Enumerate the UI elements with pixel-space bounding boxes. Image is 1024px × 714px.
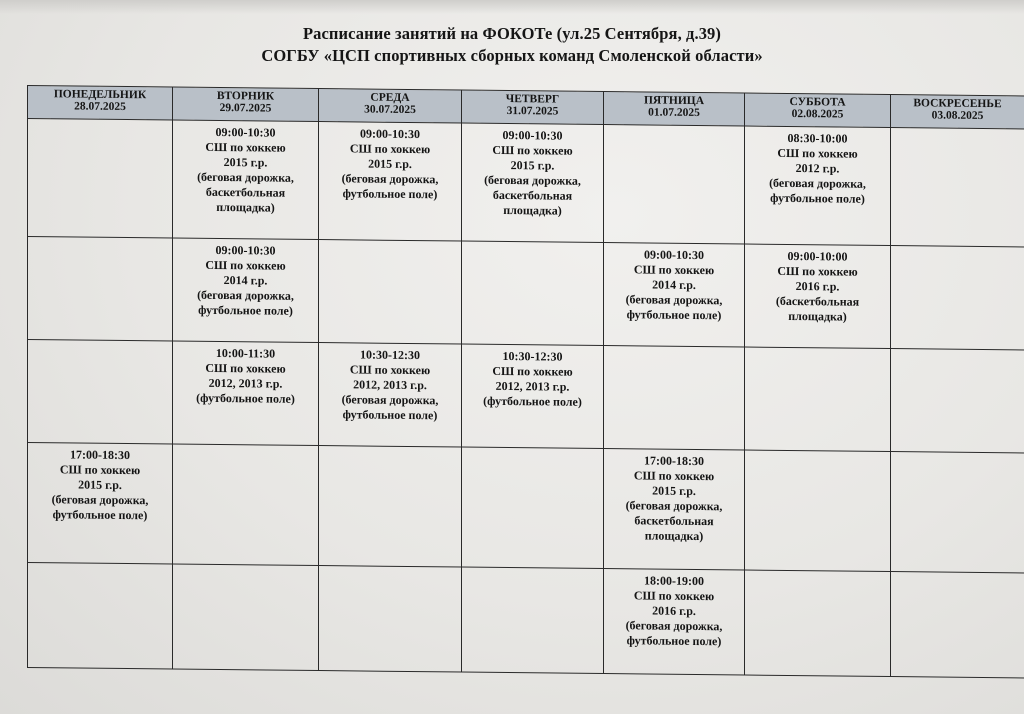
session-detail: футбольное поле) [342,407,438,423]
session-time: 09:00-10:30 [215,124,276,140]
session-detail: 2016 г.р. [652,603,696,619]
session-detail: футбольное поле) [342,186,438,202]
day-date: 29.07.2025 [219,102,272,115]
session-time: 17:00-18:30 [644,453,704,469]
session-detail: (футбольное поле) [196,390,295,406]
empty-cell [173,444,319,566]
day-name: СРЕДА [370,91,410,105]
empty-cell [319,240,462,344]
session-detail: 2014 г.р. [652,277,696,293]
session-detail: СШ по хоккею [492,142,573,158]
empty-cell [891,128,1024,247]
session-cell [745,244,891,349]
empty-cell [28,119,173,239]
session-detail: футбольное поле) [626,307,722,323]
session-detail: 2014 г.р. [223,273,268,288]
empty-cell [891,349,1024,453]
empty-cell [28,340,173,445]
empty-cell [28,237,173,342]
session-detail: футбольное поле) [52,507,148,523]
session-time: 09:00-10:30 [644,247,704,263]
empty-cell [173,564,319,671]
schedule-row [28,563,1024,678]
day-header [28,86,173,121]
session-detail: СШ по хоккею [349,362,431,378]
day-date: 01.07.2025 [648,106,700,120]
session-detail: (футбольное поле) [483,393,582,409]
session-detail: баскетбольная [205,184,286,200]
session-detail: СШ по хоккею [777,145,858,161]
empty-cell [462,241,604,345]
session-cell [604,569,745,675]
day-name: СУББОТА [789,95,846,109]
day-header [891,95,1024,129]
day-header [604,92,745,126]
schedule-row [28,237,1024,350]
session-cell [173,238,319,343]
session-time: 18:00-19:00 [644,573,704,589]
session-cell [173,341,319,446]
day-name: ВОСКРЕСЕНЬЕ [913,97,1002,111]
day-name: ЧЕТВЕРГ [505,93,560,106]
day-date: 03.08.2025 [931,109,984,123]
session-time: 10:00-11:30 [215,345,276,361]
session-detail: площадка) [788,308,847,324]
day-date: 28.07.2025 [74,100,126,114]
session-detail: (беговая дорожка, [197,169,294,185]
session-detail: СШ по хоккею [633,262,715,278]
session-detail: СШ по хоккею [205,139,286,155]
session-time: 10:30-12:30 [502,348,563,364]
session-time: 09:00-10:30 [502,127,563,143]
session-detail: 2015 г.р. [652,483,696,499]
schedule-row [28,340,1024,453]
organization-title: СОГБУ «ЦСП спортивных сборных команд Смоленской области» [261,46,763,65]
session-detail: баскетбольная [492,187,573,203]
session-detail: футбольное поле) [770,190,865,206]
session-detail: баскетбольная [634,513,714,529]
schedule-row [28,119,1024,247]
empty-cell [891,452,1024,573]
session-detail: СШ по хоккею [633,588,715,604]
session-detail: СШ по хоккею [777,263,858,279]
session-detail: 2015 г.р. [78,477,122,492]
paper-shadow [0,0,1024,14]
session-detail: (беговая дорожка, [197,287,294,303]
empty-cell [891,246,1024,350]
session-detail: площадка) [216,199,275,215]
day-header [745,93,891,128]
session-cell [319,122,462,241]
schedule-body [28,119,1024,678]
session-detail: 2012, 2013 г.р. [495,378,570,394]
session-detail: футбольное поле) [198,302,293,318]
session-detail: 2016 г.р. [795,279,840,294]
schedule-row [28,443,1024,573]
session-time: 17:00-18:30 [70,447,130,463]
empty-cell [745,450,891,572]
day-date: 02.08.2025 [791,108,844,121]
session-detail: СШ по хоккею [492,363,573,379]
empty-cell [745,347,891,452]
session-detail: (беговая дорожка, [341,171,439,187]
schedule-title: Расписание занятий на ФОКОТе (ул.25 Сентября, д.39) [302,24,722,43]
session-cell [604,449,745,570]
empty-cell [319,446,462,567]
session-time: 08:30-10:00 [787,130,848,146]
empty-cell [604,346,745,450]
session-detail: СШ по хоккею [59,462,141,478]
schedule-table [27,85,1024,678]
session-detail: СШ по хоккею [205,360,286,376]
session-detail: (беговая дорожка, [484,172,581,188]
session-time: 09:00-10:00 [787,248,848,264]
session-detail: 2015 г.р. [368,156,412,172]
session-cell [28,443,173,565]
session-detail: площадка) [644,528,704,544]
empty-cell [28,563,173,670]
session-detail: (беговая дорожка, [51,492,149,508]
day-header [462,90,604,124]
session-detail: (баскетбольная [775,293,860,309]
session-time: 09:00-10:30 [360,126,420,142]
day-date: 31.07.2025 [506,105,559,118]
empty-cell [462,567,604,673]
session-detail: футбольное поле) [626,633,722,649]
day-header [319,89,462,123]
session-cell [462,123,604,242]
session-detail: СШ по хоккею [205,257,286,273]
session-detail: 2015 г.р. [510,158,555,173]
session-cell [462,344,604,448]
day-name: ПОНЕДЕЛЬНИК [53,88,147,102]
session-detail: СШ по хоккею [633,468,715,484]
session-cell [745,126,891,246]
session-detail: 2012 г.р. [795,161,840,176]
session-time: 09:00-10:30 [215,242,276,258]
session-detail: (беговая дорожка, [625,292,723,308]
session-detail: (беговая дорожка, [341,392,439,408]
empty-cell [891,572,1024,678]
session-detail: 2015 г.р. [223,155,268,170]
empty-cell [604,125,745,244]
session-detail: 2012, 2013 г.р. [208,375,283,391]
session-detail: 2012, 2013 г.р. [353,377,427,393]
empty-cell [319,566,462,672]
session-detail: площадка) [503,202,562,218]
session-cell [604,243,745,347]
session-time: 10:30-12:30 [360,347,420,363]
session-cell [319,343,462,447]
session-detail: (беговая дорожка, [625,618,723,634]
session-detail: СШ по хоккею [349,141,431,157]
session-cell [173,120,319,240]
day-date: 30.07.2025 [364,103,416,117]
empty-cell [745,570,891,677]
day-name: ВТОРНИК [216,89,275,103]
day-name: ПЯТНИЦА [643,94,705,108]
session-detail: (беговая дорожка, [769,175,866,191]
day-header [173,87,319,122]
empty-cell [462,447,604,568]
session-detail: (беговая дорожка, [625,498,723,514]
